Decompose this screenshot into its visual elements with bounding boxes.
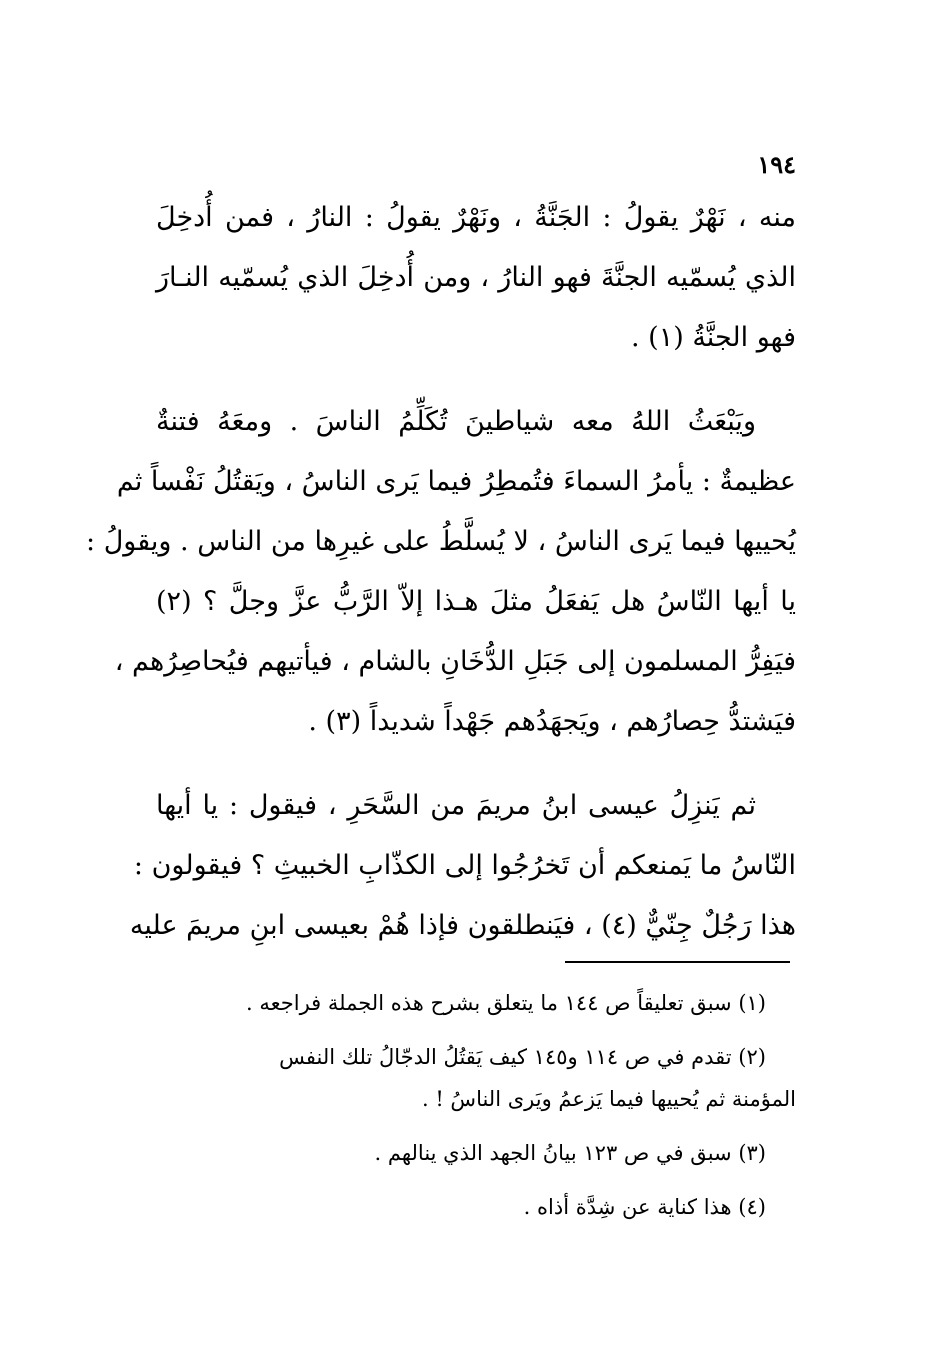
paragraph [156, 188, 796, 368]
page-number: ١٩٤ [757, 150, 796, 179]
text-line: عظيمةٌ : يأمرُ السماءَ فتُمطِرُ فيما يَرى الناسُ ، ويَقتُلُ نَفْساً ثم [116, 466, 796, 497]
text-line: فيَفِرُّ المسلمون إلى جَبَلِ الدُّخَانِ بالشام ، فيأتيهم فيُحاصِرُهم ، [114, 646, 796, 677]
footnote [156, 1186, 796, 1228]
footnote-line: (٢) تقدم في ص ١١٤ و١٤٥ كيف يَقتُلُ الدجّالُ تلك النفس [279, 1045, 766, 1069]
text-line: النّاسُ ما يَمنعكم أن تَخرُجُوا إلى الكذّابِ الخبيثِ ؟ فيقولون : [133, 850, 796, 881]
footnote [156, 1036, 796, 1120]
paragraph [86, 392, 796, 752]
footnote-line: المؤمنة ثم يُحييها فيما يَزعمُ ويَرى الناسُ ! . [421, 1087, 796, 1111]
text-line: فيَشتدُّ حِصارُهم ، ويَجهَدُهم جَهْداً شديداً (٣) . [308, 706, 796, 737]
text-line: الذي يُسمّيه الجنَّةَ فهو النارُ ، ومن أُدخِلَ الذي يُسمّيه النـارَ [156, 262, 796, 293]
text-line: ثم يَنزِلُ عيسى ابنُ مريمَ من السَّحَرِ ، فيقول : يا أيها [156, 790, 756, 821]
paragraph [129, 776, 796, 956]
footnote-separator [565, 961, 790, 963]
footnote-line: (١) سبق تعليقاً ص ١٤٤ ما يتعلق بشرح هذه الجملة فراجعه . [246, 991, 766, 1015]
footnote [156, 982, 796, 1024]
footnote-line: (٣) سبق في ص ١٢٣ بيانُ الجهد الذي ينالهم . [374, 1141, 766, 1165]
text-line: يا أيها النّاسُ هل يَفعَلُ مثلَ هـذا إلاّ الرَّبُّ عزَّ وجلَّ ؟ (٢) [156, 586, 796, 617]
text-line: هذا رَجُلٌ جِنّيٌّ (٤) ، فيَنطلقون فإذا هُمْ بعيسى ابنِ مريمَ عليه [129, 910, 796, 941]
text-line: يُحييها فيما يَرى الناسُ ، لا يُسلَّطُ على غيرِها من الناس . ويقولُ : [86, 526, 796, 557]
main-text [86, 188, 796, 980]
text-line: منه ، نَهْرٌ يقولُ : الجَنَّةُ ، ونَهْرٌ يقولُ : النارُ ، فمن أُدخِلَ [156, 202, 796, 233]
footnotes [156, 982, 796, 1240]
footnote-line: (٤) هذا كناية عن شِدَّة أذاه . [523, 1195, 766, 1219]
text-line: فهو الجنَّةُ (١) . [631, 322, 796, 353]
text-line: ويَبْعَثُ اللهُ معه شياطينَ تُكَلِّمُ الناسَ . ومعَهُ فتنةٌ [156, 406, 756, 437]
footnote [156, 1132, 796, 1174]
